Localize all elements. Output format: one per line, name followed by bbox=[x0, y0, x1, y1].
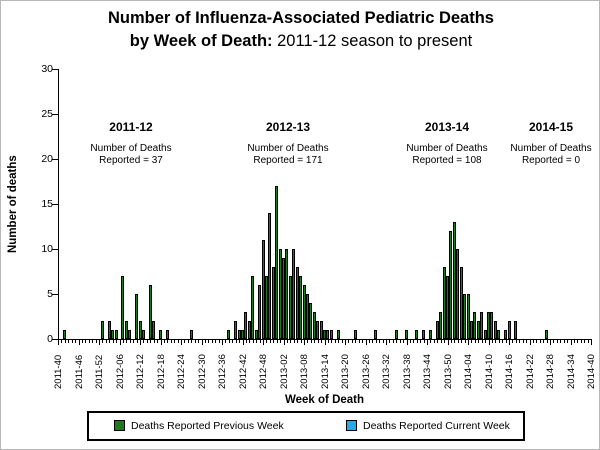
x-tick bbox=[106, 340, 107, 343]
x-tick bbox=[215, 340, 216, 343]
x-tick bbox=[355, 340, 356, 343]
x-tick-label: 2012-48 bbox=[258, 354, 269, 389]
x-tick bbox=[198, 340, 199, 343]
bar-week-2012-20 bbox=[166, 330, 169, 339]
x-tick bbox=[533, 340, 534, 343]
x-tick bbox=[502, 340, 503, 343]
x-tick bbox=[478, 340, 479, 343]
x-tick bbox=[126, 340, 127, 343]
x-tick bbox=[430, 340, 431, 343]
y-tick-label: 15 bbox=[41, 198, 53, 210]
x-tick bbox=[239, 340, 240, 343]
chart-title bbox=[1, 7, 600, 53]
x-tick bbox=[290, 340, 291, 343]
x-tick bbox=[229, 340, 230, 343]
x-tick bbox=[212, 340, 213, 343]
season-annotation-2011-12 bbox=[56, 120, 206, 167]
bar-week-2013-29 bbox=[374, 330, 377, 339]
x-tick bbox=[164, 340, 165, 343]
x-tick bbox=[154, 340, 155, 343]
legend-label-current: Deaths Reported Current Week bbox=[363, 420, 510, 432]
x-tick bbox=[348, 340, 349, 343]
x-tick bbox=[150, 340, 151, 343]
x-tick bbox=[465, 340, 466, 343]
x-tick-label: 2012-12 bbox=[135, 354, 146, 389]
y-tick-label: 30 bbox=[41, 63, 53, 75]
x-tick bbox=[113, 340, 114, 343]
bar-week-2014-16 bbox=[508, 321, 511, 339]
x-tick bbox=[557, 340, 558, 343]
season-annotation-2014-15 bbox=[476, 120, 600, 167]
bar-week-2013-38 bbox=[405, 330, 408, 339]
x-tick bbox=[379, 340, 380, 343]
y-tick-label: 10 bbox=[41, 243, 53, 255]
x-tick bbox=[482, 340, 483, 343]
x-tick bbox=[184, 340, 185, 343]
x-tick bbox=[437, 340, 438, 343]
x-tick bbox=[219, 340, 220, 343]
x-tick-label: 2013-02 bbox=[278, 354, 290, 389]
x-tick bbox=[92, 340, 93, 343]
x-tick bbox=[410, 340, 411, 343]
x-tick-label: 2012-18 bbox=[155, 354, 167, 389]
x-tick bbox=[495, 340, 496, 343]
x-tick bbox=[526, 340, 527, 343]
x-tick bbox=[171, 340, 172, 343]
x-tick bbox=[577, 340, 578, 343]
x-tick bbox=[137, 340, 138, 343]
bar-week-2012-09 bbox=[128, 330, 131, 339]
x-tick bbox=[202, 340, 203, 345]
x-tick bbox=[372, 340, 373, 343]
x-tick bbox=[222, 340, 223, 345]
bar-week-2012-18 bbox=[159, 330, 162, 339]
x-tick bbox=[65, 340, 66, 343]
x-tick bbox=[461, 340, 462, 343]
x-tick bbox=[181, 340, 182, 345]
x-tick bbox=[99, 340, 100, 345]
season-deaths-note bbox=[56, 143, 206, 167]
current-week-swatch-icon bbox=[346, 420, 357, 431]
x-tick bbox=[352, 340, 353, 343]
x-tick bbox=[253, 340, 254, 343]
bar-week-2012-13 bbox=[142, 330, 145, 339]
x-tick bbox=[516, 340, 517, 343]
x-tick bbox=[427, 340, 428, 345]
x-tick bbox=[560, 340, 561, 343]
x-tick-label: 2011-40 bbox=[53, 354, 64, 389]
x-tick bbox=[331, 340, 332, 343]
season-sub-line1: Number of Deaths bbox=[510, 143, 592, 154]
x-tick bbox=[591, 340, 592, 345]
x-tick bbox=[468, 340, 469, 345]
x-tick bbox=[359, 340, 360, 343]
x-tick bbox=[307, 340, 308, 343]
x-tick bbox=[318, 340, 319, 343]
x-tick bbox=[273, 340, 274, 343]
x-tick bbox=[434, 340, 435, 343]
x-tick-label: 2013-20 bbox=[340, 354, 351, 389]
x-tick bbox=[499, 340, 500, 343]
x-tick bbox=[506, 340, 507, 343]
x-tick bbox=[116, 340, 117, 343]
season-sub-line1: Number of Deaths bbox=[90, 143, 172, 154]
previous-week-swatch-icon bbox=[114, 420, 125, 431]
x-tick bbox=[174, 340, 175, 343]
season-sub-line1: Number of Deaths bbox=[406, 143, 488, 154]
x-tick bbox=[338, 340, 339, 343]
x-tick bbox=[102, 340, 103, 343]
x-tick bbox=[441, 340, 442, 343]
bar-week-2013-18 bbox=[337, 330, 340, 339]
x-tick bbox=[581, 340, 582, 343]
chart-title-line2 bbox=[1, 30, 600, 53]
x-tick bbox=[519, 340, 520, 343]
season-name: 2012-13 bbox=[265, 120, 311, 134]
bar-week-2012-38 bbox=[227, 330, 230, 339]
x-tick bbox=[109, 340, 110, 343]
x-tick bbox=[79, 340, 80, 345]
x-tick bbox=[547, 340, 548, 343]
x-tick bbox=[236, 340, 237, 343]
x-tick bbox=[574, 340, 575, 343]
bar-week-2012-27 bbox=[190, 330, 193, 339]
season-sub-line2: Reported = 171 bbox=[253, 155, 323, 166]
bar-week-2013-16 bbox=[330, 330, 333, 339]
x-tick bbox=[287, 340, 288, 343]
x-tick bbox=[270, 340, 271, 343]
x-tick bbox=[571, 340, 572, 345]
x-tick bbox=[325, 340, 326, 345]
y-axis-title: Number of deaths bbox=[7, 155, 19, 253]
x-tick bbox=[451, 340, 452, 343]
x-tick bbox=[403, 340, 404, 343]
x-tick-label: 2014-04 bbox=[463, 354, 474, 389]
x-tick-label: 2012-42 bbox=[237, 354, 249, 389]
y-tick-label: 0 bbox=[47, 333, 53, 345]
season-deaths-note bbox=[213, 143, 363, 167]
x-tick bbox=[489, 340, 490, 345]
x-tick-label: 2014-22 bbox=[524, 354, 536, 389]
x-tick bbox=[321, 340, 322, 343]
x-tick bbox=[301, 340, 302, 343]
x-tick bbox=[266, 340, 267, 343]
bar-week-2011-42 bbox=[63, 330, 66, 339]
bar-week-2012-01 bbox=[101, 321, 104, 339]
x-tick bbox=[277, 340, 278, 343]
x-tick bbox=[167, 340, 168, 343]
x-tick bbox=[376, 340, 377, 343]
x-tick bbox=[567, 340, 568, 343]
bar-week-2013-41 bbox=[415, 330, 418, 339]
legend-label-previous: Deaths Reported Previous Week bbox=[131, 420, 284, 432]
x-tick bbox=[75, 340, 76, 343]
x-tick-label: 2013-44 bbox=[422, 354, 433, 389]
season-deaths-note bbox=[476, 143, 600, 167]
x-tick-label: 2013-14 bbox=[319, 354, 331, 389]
season-sub-line2: Reported = 0 bbox=[521, 155, 581, 166]
chart-title-line2-rest: 2011-12 season to present bbox=[272, 32, 473, 50]
x-tick bbox=[284, 340, 285, 345]
x-tick bbox=[256, 340, 257, 343]
x-tick bbox=[417, 340, 418, 343]
x-tick bbox=[345, 340, 346, 345]
x-tick bbox=[420, 340, 421, 343]
x-tick bbox=[492, 340, 493, 343]
y-tick-label: 20 bbox=[41, 153, 53, 165]
x-tick bbox=[448, 340, 449, 345]
x-tick bbox=[444, 340, 445, 343]
x-tick-label: 2014-40 bbox=[586, 354, 597, 389]
x-tick-label: 2014-34 bbox=[565, 354, 577, 389]
x-tick bbox=[246, 340, 247, 343]
x-tick bbox=[120, 340, 121, 345]
x-tick-label: 2012-06 bbox=[114, 354, 126, 389]
bar-week-2012-16 bbox=[152, 321, 155, 339]
x-tick bbox=[564, 340, 565, 343]
x-tick bbox=[314, 340, 315, 343]
x-tick bbox=[413, 340, 414, 343]
x-tick bbox=[396, 340, 397, 343]
x-tick bbox=[157, 340, 158, 343]
x-tick bbox=[485, 340, 486, 343]
x-tick bbox=[294, 340, 295, 343]
x-tick bbox=[383, 340, 384, 343]
x-tick bbox=[458, 340, 459, 343]
bar-week-2014-27 bbox=[545, 330, 548, 339]
season-sub-line2: Reported = 108 bbox=[412, 155, 482, 166]
season-name: 2011-12 bbox=[109, 120, 153, 134]
x-tick-label: 2013-38 bbox=[401, 354, 413, 389]
x-tick bbox=[208, 340, 209, 343]
x-tick bbox=[536, 340, 537, 343]
x-tick bbox=[530, 340, 531, 345]
y-tick-label: 25 bbox=[41, 108, 53, 120]
x-tick bbox=[178, 340, 179, 343]
x-tick-label: 2011-52 bbox=[94, 354, 105, 389]
y-axis-line bbox=[58, 69, 59, 340]
bar-week-2014-18 bbox=[514, 321, 517, 339]
x-tick-label: 2013-08 bbox=[299, 354, 310, 389]
x-tick bbox=[328, 340, 329, 343]
x-tick bbox=[232, 340, 233, 343]
x-tick bbox=[550, 340, 551, 345]
x-tick-label: 2013-32 bbox=[381, 354, 392, 389]
x-tick bbox=[304, 340, 305, 345]
bar-week-2012-05 bbox=[115, 330, 118, 339]
x-tick bbox=[523, 340, 524, 343]
x-tick bbox=[123, 340, 124, 343]
x-tick bbox=[225, 340, 226, 343]
bar-week-2013-35 bbox=[395, 330, 398, 339]
x-tick-label: 2013-50 bbox=[442, 354, 454, 389]
chart-title-line2-bold: by Week of Death: bbox=[129, 32, 273, 50]
x-tick bbox=[471, 340, 472, 343]
x-tick bbox=[133, 340, 134, 343]
x-tick bbox=[335, 340, 336, 343]
x-tick bbox=[424, 340, 425, 343]
x-tick bbox=[407, 340, 408, 345]
x-tick bbox=[205, 340, 206, 343]
x-tick bbox=[147, 340, 148, 343]
x-tick bbox=[386, 340, 387, 345]
x-tick bbox=[61, 340, 62, 343]
x-tick bbox=[68, 340, 69, 343]
x-tick bbox=[342, 340, 343, 343]
x-tick bbox=[393, 340, 394, 343]
x-tick bbox=[191, 340, 192, 343]
season-sub-line2: Reported = 37 bbox=[99, 155, 163, 166]
x-tick bbox=[143, 340, 144, 343]
x-tick bbox=[140, 340, 141, 345]
x-tick bbox=[509, 340, 510, 345]
x-tick-label: 2013-26 bbox=[360, 354, 372, 389]
chart-title-line1: Number of Influenza-Associated Pediatric Deaths bbox=[107, 9, 494, 27]
season-name: 2014-15 bbox=[528, 120, 574, 134]
x-tick bbox=[297, 340, 298, 343]
x-tick bbox=[400, 340, 401, 343]
x-tick bbox=[263, 340, 264, 345]
bar-week-2013-23 bbox=[354, 330, 357, 339]
x-tick bbox=[243, 340, 244, 345]
x-tick bbox=[543, 340, 544, 343]
x-tick bbox=[311, 340, 312, 343]
x-tick-label: 2014-28 bbox=[545, 354, 556, 389]
x-tick bbox=[130, 340, 131, 343]
x-tick bbox=[588, 340, 589, 343]
x-tick bbox=[188, 340, 189, 343]
y-tick-label: 5 bbox=[47, 288, 53, 300]
x-tick-label: 2012-36 bbox=[217, 354, 228, 389]
x-tick bbox=[58, 340, 59, 345]
bar-week-2014-13 bbox=[497, 330, 500, 339]
x-tick bbox=[553, 340, 554, 343]
x-tick bbox=[362, 340, 363, 343]
x-tick bbox=[584, 340, 585, 343]
x-tick bbox=[161, 340, 162, 345]
x-tick bbox=[249, 340, 250, 343]
x-tick bbox=[85, 340, 86, 343]
x-axis-line bbox=[58, 339, 592, 340]
x-tick-label: 2012-24 bbox=[176, 354, 187, 389]
x-tick-label: 2011-46 bbox=[73, 354, 85, 389]
x-tick bbox=[82, 340, 83, 343]
x-tick bbox=[366, 340, 367, 345]
x-tick bbox=[512, 340, 513, 343]
x-tick bbox=[389, 340, 390, 343]
x-tick bbox=[280, 340, 281, 343]
x-tick bbox=[96, 340, 97, 343]
season-annotation-2012-13 bbox=[213, 120, 363, 167]
x-tick-label: 2012-30 bbox=[196, 354, 208, 389]
bar-week-2013-45 bbox=[429, 330, 432, 339]
legend-box bbox=[87, 411, 525, 441]
x-axis-title: Week of Death bbox=[284, 394, 365, 406]
bar-week-2013-43 bbox=[422, 330, 425, 339]
x-tick-label: 2014-10 bbox=[483, 354, 495, 389]
x-tick-label: 2014-16 bbox=[504, 354, 515, 389]
season-sub-line1: Number of Deaths bbox=[247, 143, 329, 154]
x-tick bbox=[540, 340, 541, 343]
x-tick bbox=[195, 340, 196, 343]
x-tick bbox=[475, 340, 476, 343]
x-tick bbox=[260, 340, 261, 343]
x-tick bbox=[89, 340, 90, 343]
x-tick bbox=[454, 340, 455, 343]
season-name: 2013-14 bbox=[424, 120, 470, 134]
x-tick bbox=[369, 340, 370, 343]
x-tick bbox=[72, 340, 73, 343]
